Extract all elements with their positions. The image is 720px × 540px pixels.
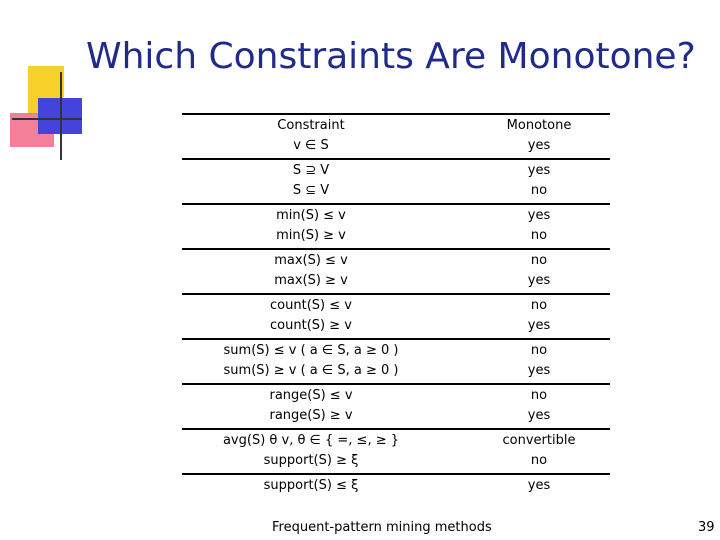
decor-horizontal-line: [12, 118, 82, 120]
monotone-cell: Monotone: [506, 118, 572, 133]
monotone-cell: no: [530, 183, 548, 198]
table-row: [182, 475, 610, 505]
constraint-cell: min(S) ≤ v: [276, 208, 346, 223]
constraint-cell: sum(S) ≥ v ( a ∈ S, a ≥ 0 ): [223, 363, 399, 378]
constraint-cell: range(S) ≤ v: [269, 388, 353, 403]
constraint-cell: min(S) ≥ v: [276, 228, 346, 243]
constraint-cell: sum(S) ≤ v ( a ∈ S, a ≥ 0 ): [223, 343, 399, 358]
footer-text: Frequent-pattern mining methods: [272, 520, 492, 535]
table-row: [182, 430, 610, 475]
constraints-table: [182, 113, 610, 505]
monotone-cell: no: [530, 298, 548, 313]
constraint-cell: avg(S) θ v, θ ∈ { =, ≤, ≥ }: [222, 433, 400, 448]
table-row: [182, 385, 610, 430]
monotone-cell: no: [530, 343, 548, 358]
monotone-cell: yes: [527, 363, 551, 378]
monotone-cell: yes: [527, 408, 551, 423]
monotone-cell: convertible: [502, 433, 576, 448]
constraint-cell: S ⊇ V: [292, 163, 330, 178]
constraint-cell: max(S) ≥ v: [274, 273, 348, 288]
monotone-cell: no: [530, 228, 548, 243]
monotone-cell: yes: [527, 273, 551, 288]
constraint-cell: v ∈ S: [293, 138, 329, 153]
table-row: [182, 205, 610, 250]
monotone-cell: yes: [527, 478, 551, 493]
table-row: [182, 115, 610, 160]
constraint-cell: range(S) ≥ v: [269, 408, 353, 423]
table-row: [182, 160, 610, 205]
monotone-cell: yes: [527, 318, 551, 333]
constraint-cell: max(S) ≤ v: [274, 253, 348, 268]
constraint-cell: support(S) ≤ ξ: [263, 478, 359, 493]
table-row: [182, 340, 610, 385]
constraint-cell: Constraint: [277, 118, 345, 133]
slide-title: Which Constraints Are Monotone?: [86, 36, 696, 77]
constraint-cell: support(S) ≥ ξ: [263, 453, 359, 468]
constraint-cell: count(S) ≤ v: [270, 298, 352, 313]
page-number: 39: [698, 520, 715, 535]
monotone-cell: no: [530, 388, 548, 403]
decor-vertical-line: [60, 72, 62, 160]
monotone-cell: yes: [527, 163, 551, 178]
table-row: [182, 295, 610, 340]
constraint-cell: S ⊆ V: [292, 183, 330, 198]
constraint-cell: count(S) ≥ v: [270, 318, 352, 333]
monotone-cell: no: [530, 453, 548, 468]
table-row: [182, 250, 610, 295]
monotone-cell: yes: [527, 138, 551, 153]
monotone-cell: yes: [527, 208, 551, 223]
monotone-cell: no: [530, 253, 548, 268]
